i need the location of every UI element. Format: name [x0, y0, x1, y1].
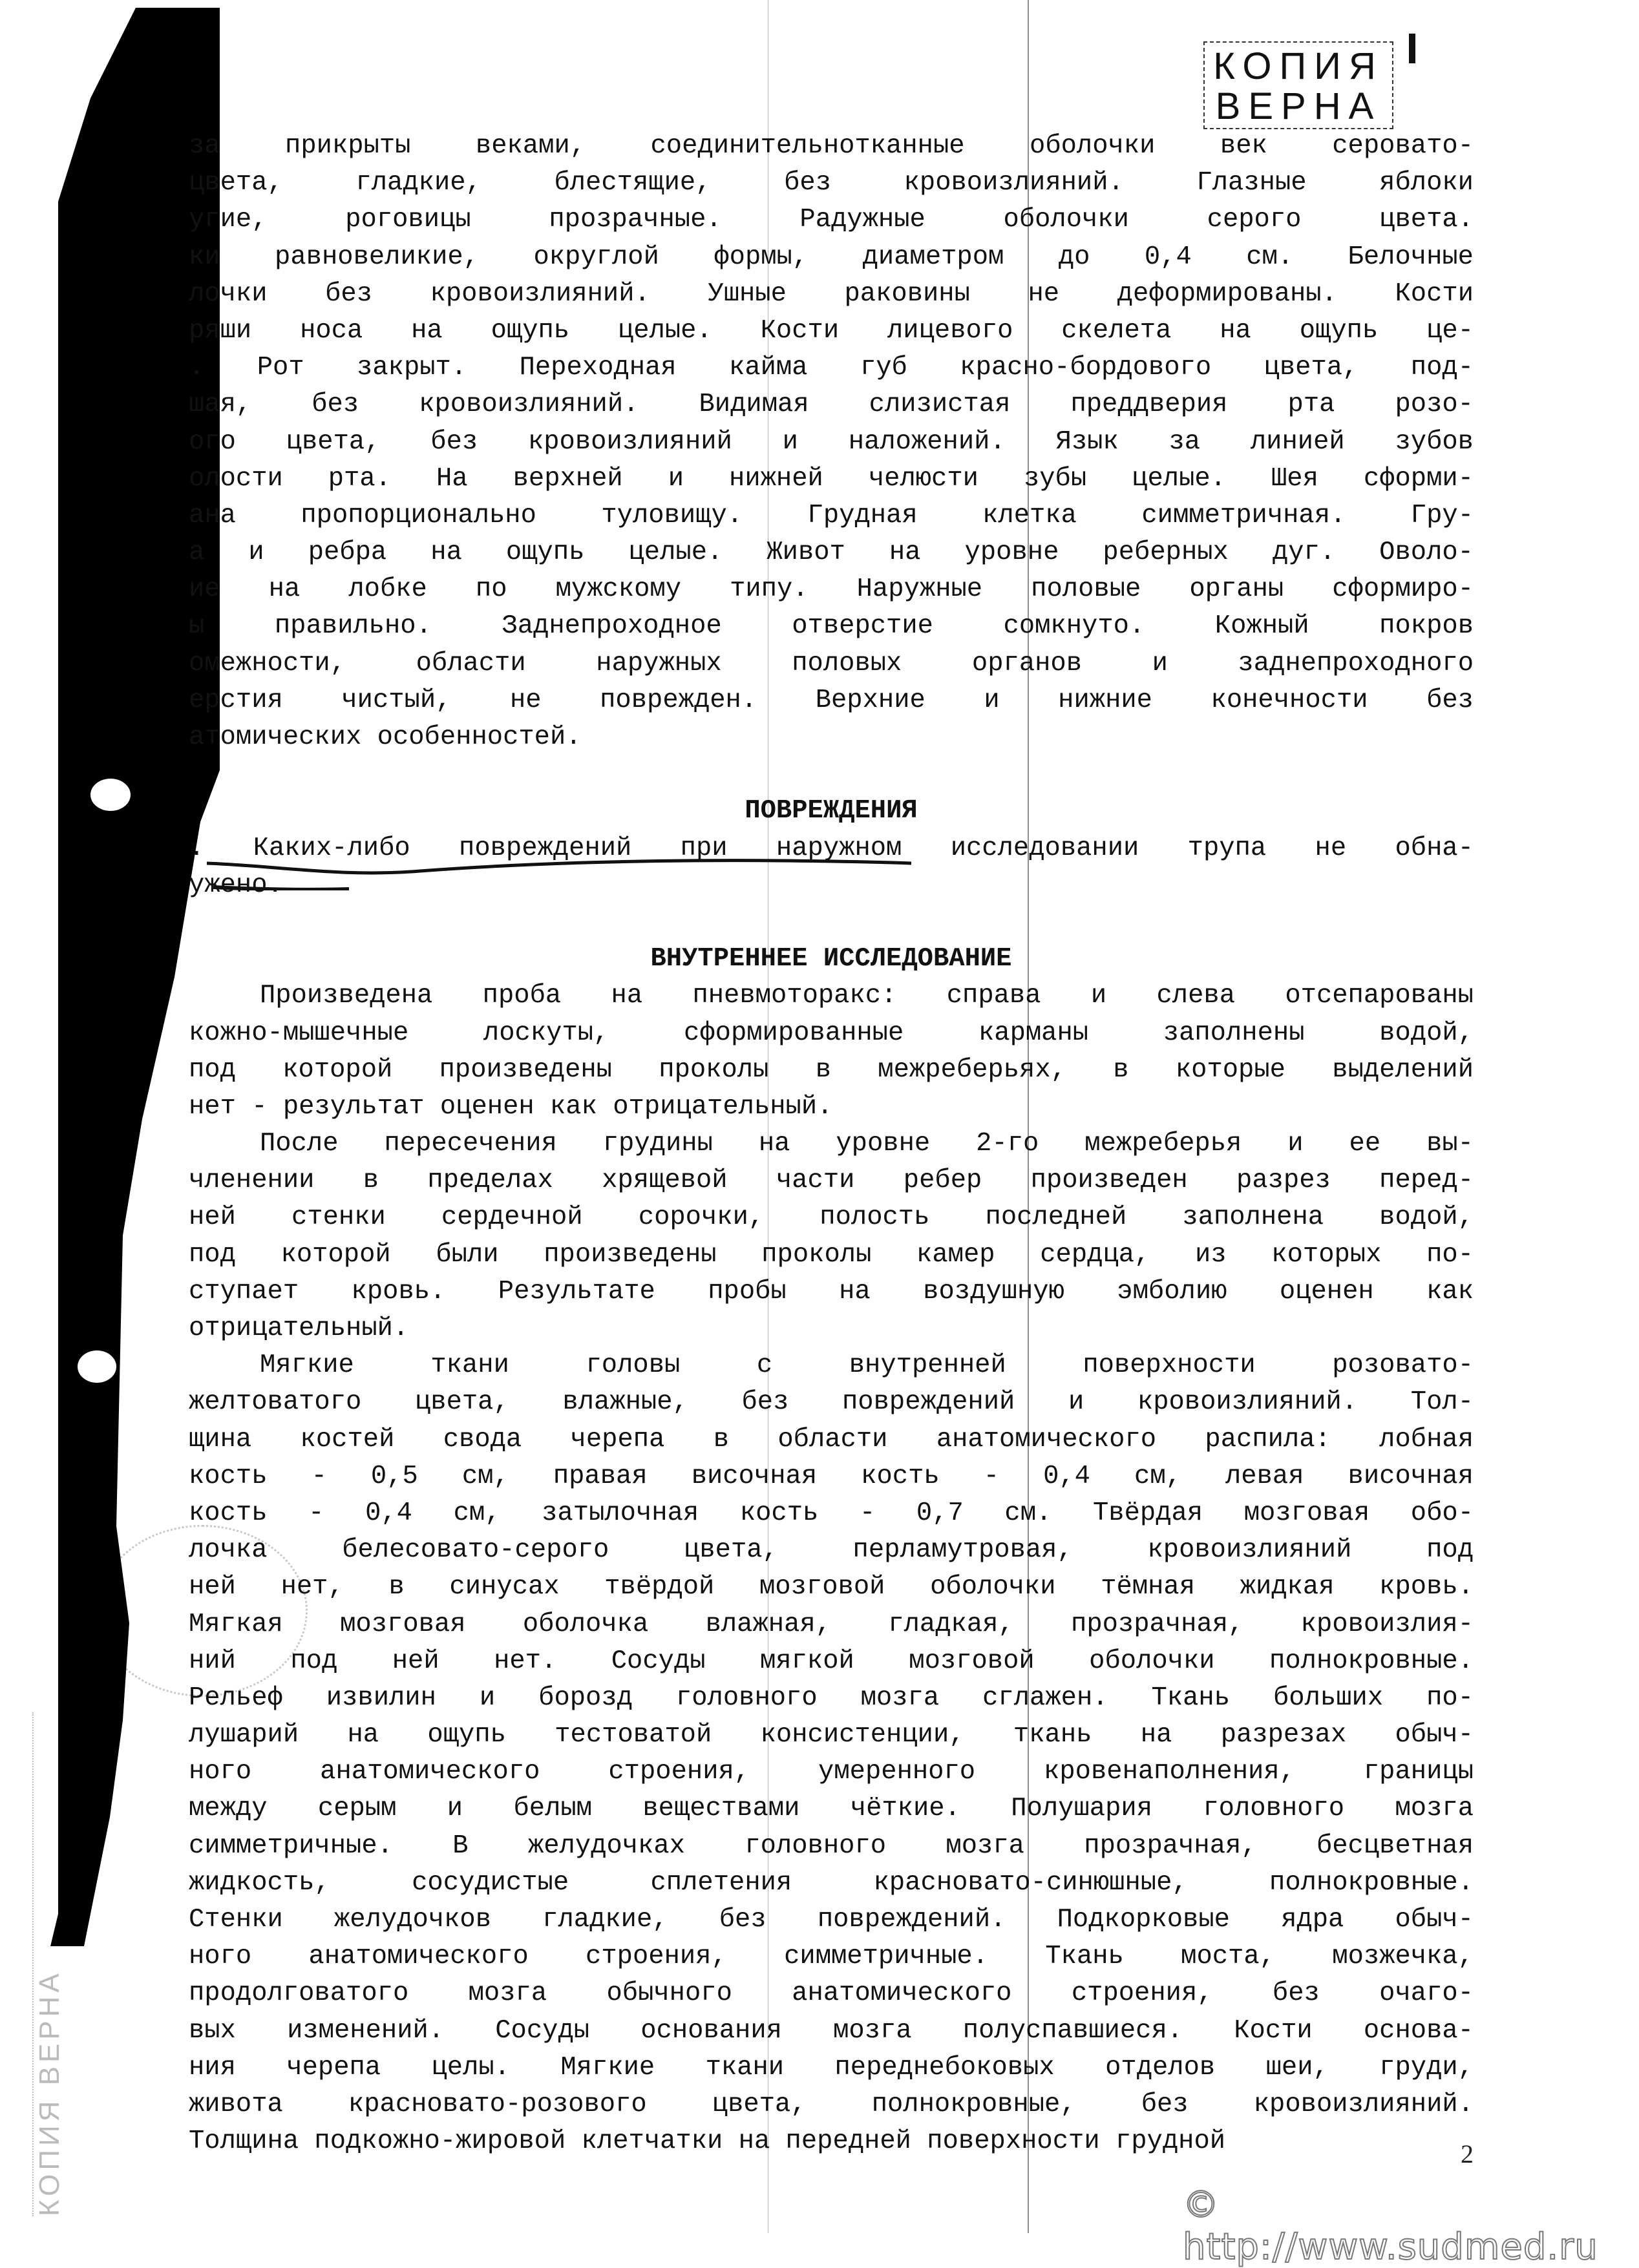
- text-line: ного анатомического строения, умеренного кровенаполнения, границы: [189, 1757, 1474, 1787]
- stamp-line-1: КОПИЯ: [1213, 45, 1384, 87]
- text-line: Рельеф извилин и борозд головного мозга сглажен. Ткань больших по-: [189, 1683, 1474, 1713]
- text-line: Произведена проба на пневмоторакс: справа и слева отсепарованы: [260, 981, 1474, 1011]
- handwritten-underline: [200, 852, 1170, 890]
- text-line: ния черепа целы. Мягкие ткани переднебоковых отделов шеи, груди,: [189, 2052, 1474, 2083]
- internal-paragraph: [189, 978, 1474, 1126]
- injuries-heading: ПОВРЕЖДЕНИЯ: [745, 796, 918, 826]
- text-line: Мягкая мозговая оболочка влажная, гладкая, прозрачная, кровоизлия-: [189, 1609, 1474, 1639]
- copy-verified-stamp: [1203, 41, 1393, 129]
- text-line: Толщина подкожно-жировой клетчатки на передней поверхности грудной: [189, 2126, 1226, 2157]
- text-line: ряши носа на ощупь целые. Кости лицевого скелета на ощупь це-: [189, 315, 1474, 346]
- text-line: жидкость, сосудистые сплетения красновато-синюшные, полнокровные.: [189, 1867, 1474, 1898]
- page-number: 2: [1461, 2139, 1474, 2168]
- text-line: а и ребра на ощупь целые. Живот на уровне реберных дуг. Оволо-: [189, 538, 1474, 568]
- internal-exam-heading: ВНУТРЕННЕЕ ИССЛЕДОВАНИЕ: [650, 944, 1012, 974]
- text-line: ы правильно. Заднепроходное отверстие сомкнуто. Кожный покров: [189, 611, 1474, 642]
- text-line: ерстия чистый, не поврежден. Верхние и нижние конечности без: [189, 685, 1474, 715]
- text-line: шая, без кровоизлияний. Видимая слизистая преддверия рта розо-: [189, 390, 1474, 420]
- text-line: ие на лобке по мужскому типу. Наружные половые органы сформиро-: [189, 574, 1474, 605]
- text-line: ний под ней нет. Сосуды мягкой мозговой оболочки полнокровные.: [189, 1646, 1474, 1676]
- punch-hole: [78, 1350, 116, 1383]
- text-line: симметричные. В желудочках головного мозга прозрачная, бесцветная: [189, 1831, 1474, 1861]
- text-line: ужено.: [189, 870, 283, 900]
- site-watermark: © http://www.sudmed.ru: [1183, 2184, 1598, 2268]
- text-line: ней нет, в синусах твёрдой мозговой оболочки тёмная жидкая кровь.: [189, 1572, 1474, 1602]
- text-line: ана пропорционально туловищу. Грудная клетка симметричная. Гру-: [189, 500, 1474, 530]
- text-line: отрицательный.: [189, 1314, 409, 1343]
- side-certification-note: КОПИЯ ВЕРНА: [32, 1712, 85, 2216]
- text-line: ного анатомического строения, симметричные. Ткань моста, мозжечка,: [189, 1942, 1474, 1972]
- text-line: под которой были произведены проколы камер сердца, из которых по-: [189, 1239, 1474, 1270]
- text-line: лочки без кровоизлияний. Ушные раковины не деформированы. Кости: [189, 278, 1474, 309]
- external-exam-paragraph: [189, 128, 1474, 756]
- stamp-line-2: ВЕРНА: [1215, 85, 1382, 127]
- text-line: цвета, гладкие, блестящие, без кровоизлияний. Глазные яблоки: [189, 168, 1474, 198]
- text-line: Мягкие ткани головы с внутренней поверхности розовато-: [260, 1350, 1474, 1381]
- corner-mark: [1409, 34, 1415, 63]
- text-line: . Рот закрыт. Переходная кайма губ красно-бордового цвета, под-: [189, 353, 1474, 383]
- text-line: ки равновеликие, округлой формы, диаметром до 0,4 см. Белочные: [189, 242, 1474, 272]
- text-line: членении в пределах хрящевой части ребер произведен разрез перед-: [189, 1166, 1474, 1196]
- text-line: нет - результат оценен как отрицательный.: [189, 1091, 833, 1122]
- text-line: продолговатого мозга обычного анатомического строения, без очаго-: [189, 1979, 1474, 2009]
- text-line: кожно-мышечные лоскуты, сформированные карманы заполнены водой,: [189, 1018, 1474, 1048]
- text-line: кость - 0,5 см, правая височная кость - 0,4 см, левая височная: [189, 1461, 1474, 1491]
- internal-paragraph: [189, 1347, 1474, 2160]
- text-line: ого цвета, без кровоизлияний и наложений. Язык за линией зубов: [189, 426, 1474, 457]
- document-body: [189, 128, 1474, 2160]
- internal-exam-section: [189, 978, 1474, 2160]
- text-line: лушарий на ощупь тестоватой консистенции, ткань на разрезах обыч-: [189, 1720, 1474, 1750]
- punch-hole: [90, 779, 131, 811]
- text-line: за прикрыты веками, соединительнотканные оболочки век серовато-: [189, 131, 1474, 161]
- text-line: олости рта. На верхней и нижней челюсти зубы целые. Шея сформи-: [189, 463, 1474, 494]
- text-line: После пересечения грудины на уровне 2-го межреберья и ее вы-: [260, 1129, 1474, 1159]
- text-line: ней стенки сердечной сорочки, полость последней заполнена водой,: [189, 1202, 1474, 1233]
- text-line: омежности, области наружных половых органов и заднепроходного: [189, 648, 1474, 678]
- text-line: атомических особенностей.: [189, 722, 582, 752]
- text-line: лочка белесовато-серого цвета, перламутровая, кровоизлияний под: [189, 1535, 1474, 1566]
- text-line: между серым и белым веществами чёткие. Полушария головного мозга: [189, 1794, 1474, 1824]
- text-line: вых изменений. Сосуды основания мозга полуспавшиеся. Кости основа-: [189, 2015, 1474, 2046]
- text-line: Стенки желудочков гладкие, без повреждений. Подкорковые ядра обыч-: [189, 1905, 1474, 1935]
- text-line: кость - 0,4 см, затылочная кость - 0,7 см. Твёрдая мозговая обо-: [189, 1498, 1474, 1528]
- text-line: живота красновато-розового цвета, полнокровные, без кровоизлияний.: [189, 2089, 1474, 2119]
- internal-paragraph: [189, 1126, 1474, 1347]
- text-line: желтоватого цвета, влажные, без повреждений и кровоизлияний. Тол-: [189, 1387, 1474, 1418]
- text-line: угие, роговицы прозрачные. Радужные оболочки серого цвета.: [189, 205, 1474, 235]
- text-line: . Каких-либо повреждений при наружном исследовании трупа не обна-: [189, 833, 1474, 863]
- text-line: щина костей свода черепа в области анатомического распила: лобная: [189, 1424, 1474, 1454]
- text-line: под которой произведены проколы в межреберьях, в которые выделений: [189, 1055, 1474, 1085]
- text-line: ступает кровь. Результате пробы на воздушную эмболию оценен как: [189, 1276, 1474, 1307]
